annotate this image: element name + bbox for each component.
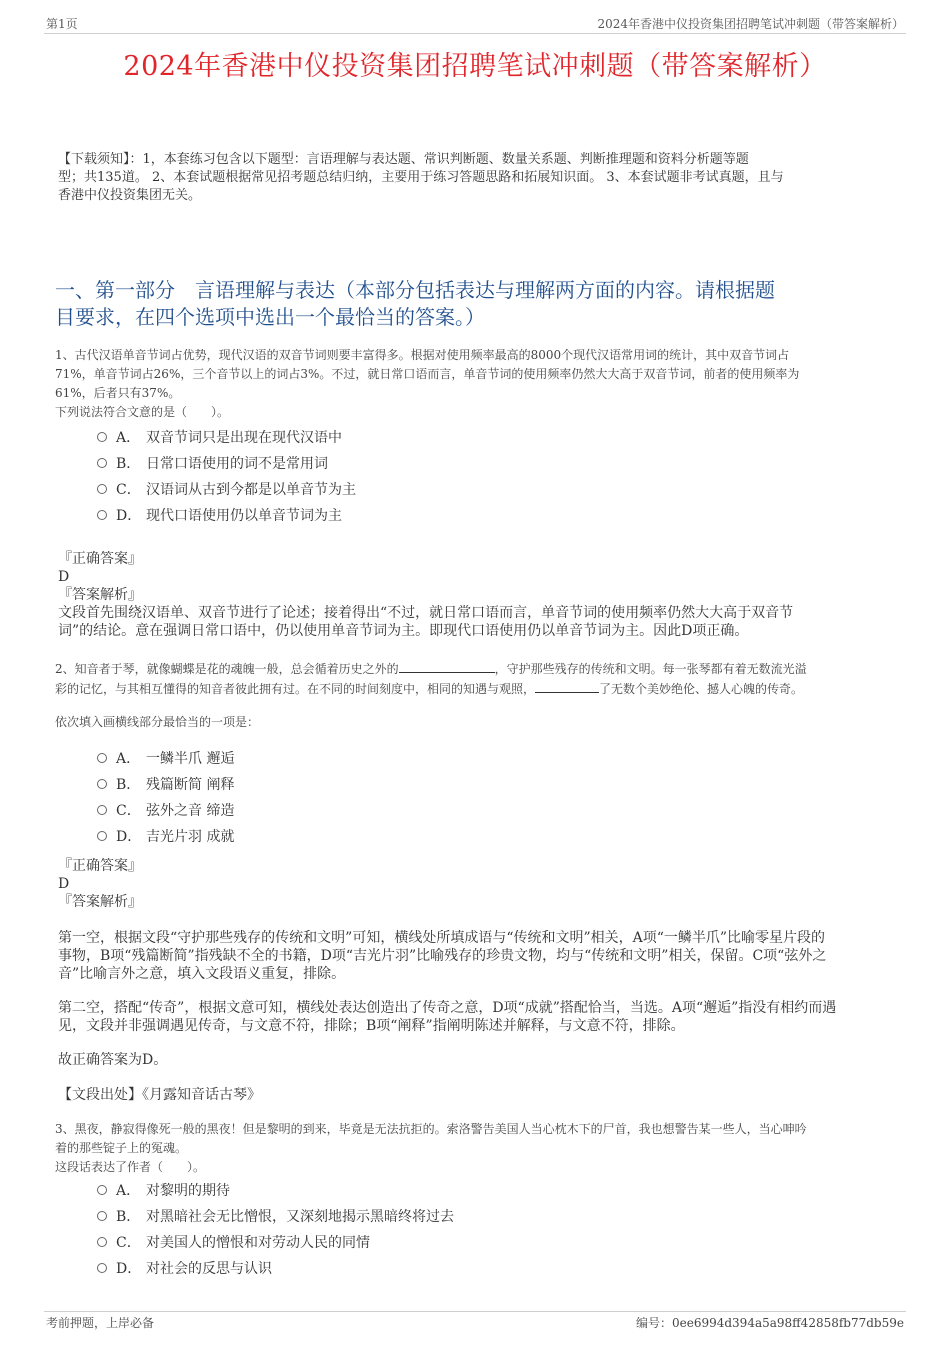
option-text: 弦外之音 缔造 xyxy=(146,803,235,819)
q3-option-b[interactable] xyxy=(97,1207,454,1227)
q1-answer-block xyxy=(58,550,918,640)
question-text: 71%，单音节词占26%，三个音节以上的词占3%。不过，就日常口语而言，单音节词的使用频率仍然大大高于双音节词，前者的使用频率为 xyxy=(55,367,800,381)
q2-option-a[interactable] xyxy=(97,749,234,769)
analysis-label: 『答案解析』 xyxy=(58,894,142,910)
radio-icon[interactable] xyxy=(97,805,107,815)
analysis-text: 见，文段并非强调遇见传奇，与文意不符，排除；B项“阐释”指阐明陈述并解释，与文意不符，排除。 xyxy=(58,1018,685,1034)
q2-analysis-para-2 xyxy=(58,999,918,1035)
option-letter: D． xyxy=(116,1261,142,1277)
option-letter: C． xyxy=(116,482,141,498)
question-text: ，守护那些残存的传统和文明。每一张琴都有着无数流光溢 xyxy=(494,662,807,676)
analysis-text: 事物，B项“残篇断简”指残缺不全的书籍，D项“吉光片羽”比喻残存的珍贵文物，均与“传统和文明”相关，保留。C项“弦外之 xyxy=(58,948,827,964)
q2-source: 【文段出处】《月露知音话古琴》 xyxy=(58,1087,261,1103)
option-letter: A． xyxy=(116,430,141,446)
option-letter: A． xyxy=(116,1183,141,1199)
question-prompt: 这段话表达了作者（ ）。 xyxy=(55,1160,206,1174)
answer-label: 『正确答案』 xyxy=(58,551,142,567)
q2-conclusion: 故正确答案为D。 xyxy=(58,1052,168,1068)
notice-line: 香港中仪投资集团无关。 xyxy=(58,188,202,203)
analysis-text: 第二空，搭配“传奇”，根据文意可知，横线处表达创造出了传奇之意，D项“成就”搭配恰当，当选。A项“邂逅”指没有相约而遇 xyxy=(58,1000,837,1016)
q2-analysis-para-1 xyxy=(58,929,918,983)
fill-blank xyxy=(535,679,599,693)
option-text: 对社会的反思与认识 xyxy=(146,1261,272,1277)
option-text: 一鳞半爪 邂逅 xyxy=(146,751,235,767)
radio-icon[interactable] xyxy=(97,510,107,520)
question-3-stem xyxy=(55,1120,915,1177)
option-letter: D． xyxy=(116,829,142,845)
analysis-label: 『答案解析』 xyxy=(58,587,142,603)
header-divider xyxy=(44,33,906,34)
q3-option-d[interactable] xyxy=(97,1259,272,1279)
q1-option-b[interactable] xyxy=(97,454,328,474)
notice-line: 型；共135道。 2、本套试题根据常见招考题总结归纳，主要用于练习答题思路和拓展知识面。 3、本套试题非考试真题，且与 xyxy=(58,170,784,185)
section-heading xyxy=(55,277,915,331)
option-letter: C． xyxy=(116,803,141,819)
option-letter: A． xyxy=(116,751,141,767)
radio-icon[interactable] xyxy=(97,831,107,841)
question-2-prompt: 依次填入画横线部分最恰当的一项是： xyxy=(55,715,260,729)
radio-icon[interactable] xyxy=(97,1211,107,1221)
q2-option-b[interactable] xyxy=(97,775,234,795)
option-text: 残篇断简 阐释 xyxy=(146,777,235,793)
analysis-text: 第一空，根据文段“守护那些残存的传统和文明”可知，横线处所填成语与“传统和文明”相关，A项“一鳞半爪”比喻零星片段的 xyxy=(58,930,826,946)
notice-line: 【下载须知】：1，本套练习包含以下题型：言语理解与表达题、常识判断题、数量关系题、判断推理题和资料分析题等题 xyxy=(58,152,749,167)
option-text: 汉语词从古到今都是以单音节为主 xyxy=(146,482,356,498)
analysis-text: 文段首先围绕汉语单、双音节进行了论述；接着得出“不过，就日常口语而言，单音节词的使用频率仍然大大高于双音节 xyxy=(58,605,794,621)
section-heading-line: 目要求，在四个选项中选出一个最恰当的答案。） xyxy=(55,305,485,329)
question-text: 彩的记忆，与其相互懂得的知音者彼此拥有过。在不同的时间刻度中，相同的知遇与观照， xyxy=(55,682,536,696)
question-1-stem xyxy=(55,346,915,422)
page-number: 第1页 xyxy=(46,17,78,31)
q3-option-a[interactable] xyxy=(97,1181,230,1201)
option-text: 日常口语使用的词不是常用词 xyxy=(146,456,328,472)
footer-serial: 编号：0ee6994d394a5a98ff42858fb77db59e xyxy=(635,1316,904,1330)
question-2-stem xyxy=(55,659,915,699)
option-text: 双音节词只是出现在现代汉语中 xyxy=(146,430,342,446)
option-text: 对黎明的期待 xyxy=(146,1183,230,1199)
question-text: 着的那些锭子上的冤魂。 xyxy=(55,1141,188,1155)
q2-answer-block xyxy=(58,857,142,911)
option-text: 现代口语使用仍以单音节词为主 xyxy=(146,508,342,524)
section-heading-line: 一、第一部分 言语理解与表达（本部分包括表达与理解两方面的内容。请根据题 xyxy=(55,278,775,302)
q1-option-c[interactable] xyxy=(97,480,356,500)
radio-icon[interactable] xyxy=(97,779,107,789)
radio-icon[interactable] xyxy=(97,1185,107,1195)
option-letter: B． xyxy=(116,456,141,472)
option-letter: D． xyxy=(116,508,142,524)
question-text: 1、古代汉语单音节词占优势，现代汉语的双音节词则要丰富得多。根据对使用频率最高的8000个现代汉语常用词的统计，其中双音节词占 xyxy=(55,348,790,362)
radio-icon[interactable] xyxy=(97,753,107,763)
option-letter: B． xyxy=(116,1209,141,1225)
footer-slogan: 考前押题，上岸必备 xyxy=(46,1316,155,1330)
radio-icon[interactable] xyxy=(97,484,107,494)
option-letter: C． xyxy=(116,1235,141,1251)
answer-value: D xyxy=(58,569,70,585)
q2-option-d[interactable] xyxy=(97,827,234,847)
question-text: 61%，后者只有37%。 xyxy=(55,386,181,400)
answer-value: D xyxy=(58,876,70,892)
radio-icon[interactable] xyxy=(97,458,107,468)
option-text: 对黑暗社会无比憎恨，又深刻地揭示黑暗终将过去 xyxy=(146,1209,454,1225)
option-text: 对美国人的憎恨和对劳动人民的同情 xyxy=(146,1235,370,1251)
download-notice xyxy=(58,151,918,205)
page-title: 2024年香港中仪投资集团招聘笔试冲刺题（带答案解析） xyxy=(123,51,827,82)
q1-option-a[interactable] xyxy=(97,428,342,448)
question-text: 了无数个美妙绝伦、撼人心魄的传奇。 xyxy=(599,682,804,696)
radio-icon[interactable] xyxy=(97,1237,107,1247)
question-text: 3、黑夜，静寂得像死一般的黑夜！但是黎明的到来，毕竟是无法抗拒的。索洛警告美国人当心枕木下的尸首，我也想警告某一些人，当心呻吟 xyxy=(55,1122,807,1136)
q1-option-d[interactable] xyxy=(97,506,342,526)
q3-option-c[interactable] xyxy=(97,1233,370,1253)
answer-label: 『正确答案』 xyxy=(58,858,142,874)
option-letter: B． xyxy=(116,777,141,793)
analysis-text: 词”的结论。意在强调日常口语中，仍以使用单音节词为主。即现代口语使用仍以单音节词为主。因此D项正确。 xyxy=(58,623,749,639)
footer-divider xyxy=(44,1311,906,1312)
fill-blank xyxy=(399,659,495,673)
radio-icon[interactable] xyxy=(97,1263,107,1273)
radio-icon[interactable] xyxy=(97,432,107,442)
question-prompt: 下列说法符合文意的是（ ）。 xyxy=(55,405,230,419)
option-text: 吉光片羽 成就 xyxy=(146,829,235,845)
analysis-text: 音”比喻言外之意，填入文段语义重复，排除。 xyxy=(58,966,346,982)
question-text: 2、知音者于琴，就像蝴蝶是花的魂魄一般，总会循着历史之外的 xyxy=(55,662,399,676)
q2-option-c[interactable] xyxy=(97,801,234,821)
header-doc-title: 2024年香港中仪投资集团招聘笔试冲刺题（带答案解析） xyxy=(597,17,904,31)
